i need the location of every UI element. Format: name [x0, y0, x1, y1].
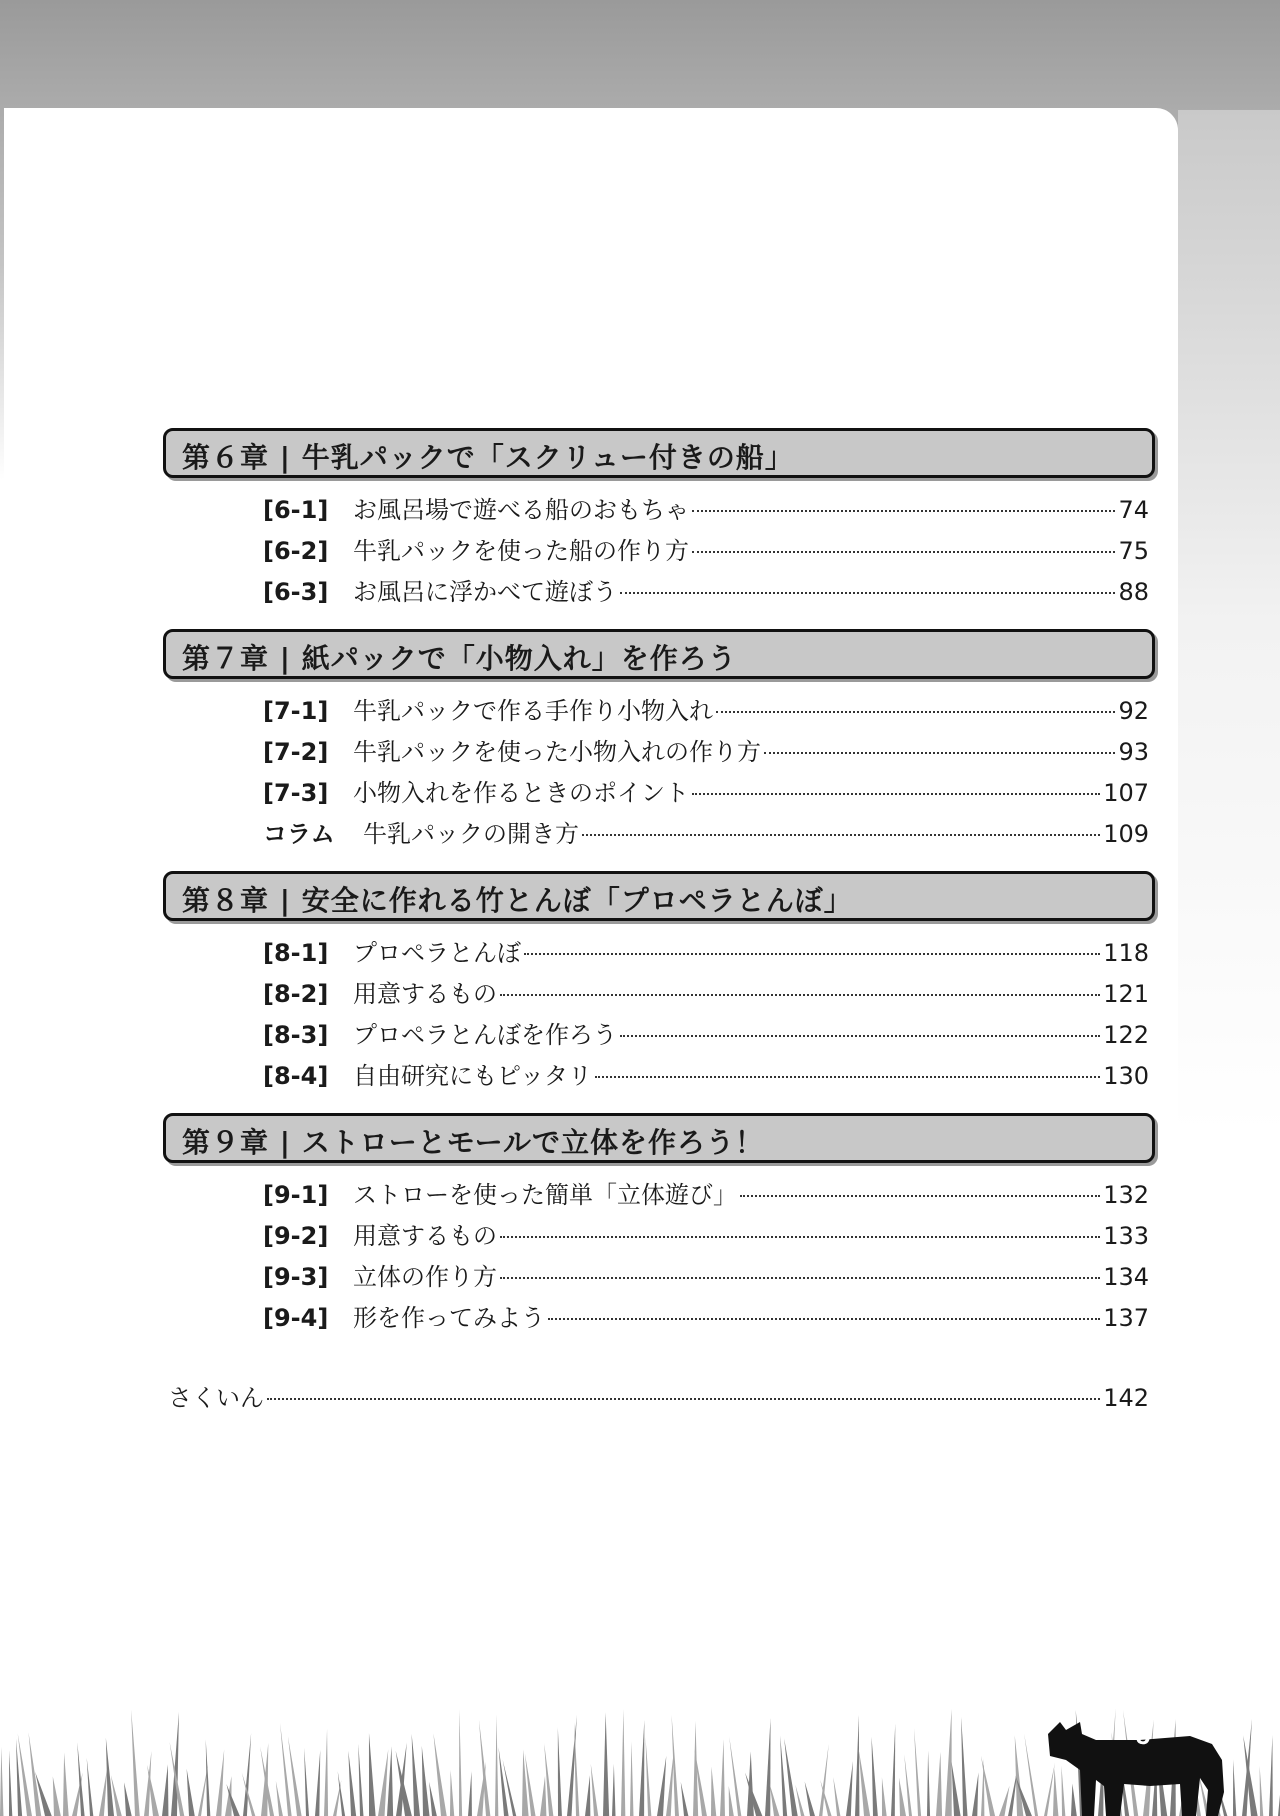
section-title: 用意するもの	[353, 1222, 497, 1250]
grass-blade	[429, 1782, 437, 1816]
grass-blade	[904, 1754, 912, 1816]
grass-blade	[882, 1777, 887, 1816]
grass-blade	[358, 1744, 363, 1816]
chapter-title: 第６章 | 牛乳パックで「スクリュー付きの船」	[182, 441, 794, 474]
grass-blade	[833, 1777, 840, 1816]
toc-entry[interactable]	[263, 1056, 1149, 1088]
section-number: [9-1]	[263, 1181, 329, 1209]
grass-blade	[304, 1748, 309, 1816]
section-number: [9-3]	[263, 1263, 329, 1291]
dot-leader	[500, 994, 1100, 996]
section-title: 立体の作り方	[353, 1263, 497, 1291]
grass-blade	[53, 1776, 61, 1816]
page-ref: 118	[1103, 939, 1149, 967]
grass-blade	[558, 1727, 562, 1816]
grass-blade	[171, 1712, 179, 1816]
grass-blade	[28, 1732, 41, 1816]
toc-entry[interactable]	[263, 974, 1149, 1006]
grass-blade	[412, 1734, 420, 1816]
grass-blade	[891, 1724, 895, 1816]
section-title: 牛乳パックの開き方	[363, 820, 579, 848]
grass-blade	[591, 1764, 599, 1816]
grass-blade	[645, 1737, 651, 1816]
section-title: プロペラとんぼを作ろう	[353, 1021, 617, 1049]
column-label: コラム	[263, 820, 335, 848]
grass-blade	[1015, 1735, 1024, 1816]
page-ref: 88	[1118, 578, 1149, 606]
dot-leader	[740, 1195, 1100, 1197]
grass-silhouette	[0, 1700, 1280, 1816]
grass-blade	[621, 1709, 625, 1816]
grass-blade	[899, 1778, 906, 1816]
section-number: [6-2]	[263, 537, 329, 565]
grass-blade	[720, 1739, 725, 1816]
grass-blade	[333, 1780, 341, 1816]
toc-entry[interactable]	[263, 1015, 1149, 1047]
chapter-title: 第８章 | 安全に作れる竹とんぼ「プロペラとんぼ」	[182, 884, 853, 917]
grass-blade	[914, 1728, 921, 1816]
grass-blade	[657, 1756, 666, 1816]
toc-entry[interactable]	[263, 490, 1149, 522]
section-number: [8-3]	[263, 1021, 329, 1049]
dot-leader	[620, 592, 1115, 594]
toc-entry[interactable]	[263, 933, 1149, 965]
section-title: お風呂場で遊べる船のおもちゃ	[353, 496, 689, 524]
grass-blade	[630, 1741, 633, 1816]
section-title: 牛乳パックを使った船の作り方	[353, 537, 689, 565]
grass-blade	[805, 1781, 815, 1816]
page-ref: 75	[1118, 537, 1149, 565]
grass-blade	[16, 1739, 22, 1816]
grass-blade	[1071, 1784, 1077, 1816]
grass-blade	[927, 1751, 930, 1816]
dot-leader	[500, 1236, 1100, 1238]
grass-blade	[681, 1782, 689, 1816]
grass-blade	[0, 1747, 3, 1816]
grass-blade	[324, 1729, 328, 1816]
grass-blade	[936, 1752, 942, 1816]
grass-blade	[981, 1758, 984, 1816]
section-title: ストローを使った簡単「立体遊び」	[353, 1181, 737, 1209]
grass-blade	[450, 1770, 454, 1816]
dot-leader	[764, 752, 1115, 754]
dot-leader	[692, 793, 1100, 795]
grass-blade	[999, 1786, 1010, 1816]
grass-blade	[216, 1749, 224, 1816]
dot-leader	[692, 510, 1115, 512]
dot-leader	[524, 953, 1100, 955]
section-number: [6-1]	[263, 496, 329, 524]
grass-blade	[1233, 1760, 1236, 1816]
section-number: [8-2]	[263, 980, 329, 1008]
grass-blade	[1053, 1768, 1058, 1816]
grass-blade	[276, 1781, 283, 1816]
grass-blade	[711, 1767, 716, 1816]
dot-leader	[620, 1035, 1100, 1037]
section-title: 自由研究にもピッタリ	[353, 1062, 593, 1090]
grass-blade	[9, 1751, 12, 1816]
grass-blade	[468, 1771, 472, 1816]
grass-blade	[972, 1772, 979, 1816]
grass-blade	[522, 1750, 529, 1816]
grass-blade	[859, 1749, 871, 1816]
grass-blade	[585, 1775, 590, 1816]
grass-blade	[1269, 1735, 1273, 1816]
grass-blade	[945, 1709, 952, 1816]
grass-blade	[99, 1767, 107, 1816]
section-number: [7-2]	[263, 738, 329, 766]
grass-blade	[765, 1718, 771, 1816]
grass-blade	[603, 1712, 609, 1816]
page-ref: 142	[1103, 1384, 1149, 1412]
section-number: [7-1]	[263, 697, 329, 725]
dot-leader	[267, 1398, 1100, 1400]
toc-entry[interactable]	[263, 1175, 1149, 1207]
section-title: 牛乳パックで作る手作り小物入れ	[353, 697, 713, 725]
grass-blade	[106, 1738, 114, 1816]
section-number: [8-1]	[263, 939, 329, 967]
grass-blade	[422, 1746, 430, 1816]
page-number: 5	[1135, 1720, 1151, 1750]
page-ref: 92	[1118, 697, 1149, 725]
page-ref: 121	[1103, 980, 1149, 1008]
section-title: 牛乳パックを使った小物入れの作り方	[353, 738, 761, 766]
dot-leader	[595, 1076, 1100, 1078]
dot-leader	[716, 711, 1115, 713]
grass-blade	[770, 1784, 780, 1816]
section-number: [7-3]	[263, 779, 329, 807]
chapter-title: 第９章 | ストローとモールで立体を作ろう！	[182, 1126, 765, 1159]
section-title: 形を作ってみよう	[353, 1304, 545, 1332]
grass-blade	[63, 1752, 69, 1816]
section-title: 用意するもの	[353, 980, 497, 1008]
chapter-heading[interactable]	[163, 871, 1155, 921]
chapter-heading[interactable]	[163, 428, 1155, 478]
toc-entry[interactable]	[263, 1216, 1149, 1248]
grass-blade	[315, 1750, 320, 1816]
page-ref: 134	[1103, 1263, 1149, 1291]
grass-blade	[124, 1782, 132, 1816]
grass-blade	[951, 1762, 960, 1816]
toc-entry[interactable]	[263, 572, 1149, 604]
grass-blade	[77, 1742, 84, 1816]
grass-blade	[540, 1776, 546, 1816]
grass-blade	[387, 1746, 393, 1816]
toc-entry[interactable]	[263, 1298, 1149, 1330]
toc-entry-column[interactable]	[263, 814, 1149, 846]
chapter-title: 第７章 | 紙パックで「小物入れ」を作ろう	[182, 642, 737, 675]
grass-blade	[961, 1717, 967, 1816]
grass-blade	[666, 1750, 674, 1816]
chapter-heading[interactable]	[163, 1113, 1155, 1163]
grass-blade	[87, 1758, 94, 1816]
chapter-heading[interactable]	[163, 629, 1155, 679]
grass-blade	[855, 1715, 859, 1816]
grass-blade	[280, 1723, 292, 1816]
page-ref: 122	[1103, 1021, 1149, 1049]
grass-blade	[612, 1764, 616, 1816]
page-ref: 107	[1103, 779, 1149, 807]
grass-blade	[369, 1733, 376, 1816]
grass-blade	[846, 1761, 853, 1816]
dot-leader	[548, 1318, 1100, 1320]
page-ref: 74	[1118, 496, 1149, 524]
page-ref: 137	[1103, 1304, 1149, 1332]
grass-blade	[639, 1720, 644, 1816]
dot-leader	[500, 1277, 1100, 1279]
section-number: [9-2]	[263, 1222, 329, 1250]
toc-entry[interactable]	[263, 531, 1149, 563]
grass-blade	[131, 1710, 140, 1816]
page-ref: 133	[1103, 1222, 1149, 1250]
grass-blade	[495, 1714, 498, 1816]
grass-blade	[729, 1786, 734, 1816]
grass-blade	[433, 1733, 446, 1816]
page-ref: 109	[1103, 820, 1149, 848]
grass-blade	[261, 1743, 268, 1816]
grass-blade	[1260, 1766, 1264, 1816]
grass-blade	[348, 1751, 356, 1816]
grass-blade	[780, 1736, 787, 1816]
toc-entry[interactable]	[263, 732, 1149, 764]
grass-blade	[1061, 1766, 1065, 1816]
toc-entry[interactable]	[263, 773, 1149, 805]
grass-blade	[187, 1769, 195, 1816]
section-title: 小物入れを作るときのポイント	[353, 779, 689, 807]
page-ref: 132	[1103, 1181, 1149, 1209]
grass-blade	[871, 1737, 877, 1816]
section-number: [6-3]	[263, 578, 329, 606]
page-ref: 93	[1118, 738, 1149, 766]
page-ref: 130	[1103, 1062, 1149, 1090]
dot-leader	[582, 834, 1100, 836]
grass-blade	[378, 1749, 388, 1816]
toc-entry[interactable]	[263, 691, 1149, 723]
index-label: さくいん	[168, 1384, 264, 1412]
grass-blade	[459, 1709, 462, 1816]
grass-blade	[162, 1764, 168, 1816]
index-entry[interactable]	[168, 1378, 1149, 1410]
dot-leader	[692, 551, 1115, 553]
section-title: お風呂に浮かべて遊ぼう	[353, 578, 617, 606]
section-number: [8-4]	[263, 1062, 329, 1090]
grass-blade	[574, 1722, 579, 1816]
section-title: プロペラとんぼ	[353, 939, 521, 967]
grass-blade	[784, 1738, 798, 1816]
section-number: [9-4]	[263, 1304, 329, 1332]
grass-blade	[206, 1739, 211, 1816]
toc-entry[interactable]	[263, 1257, 1149, 1289]
